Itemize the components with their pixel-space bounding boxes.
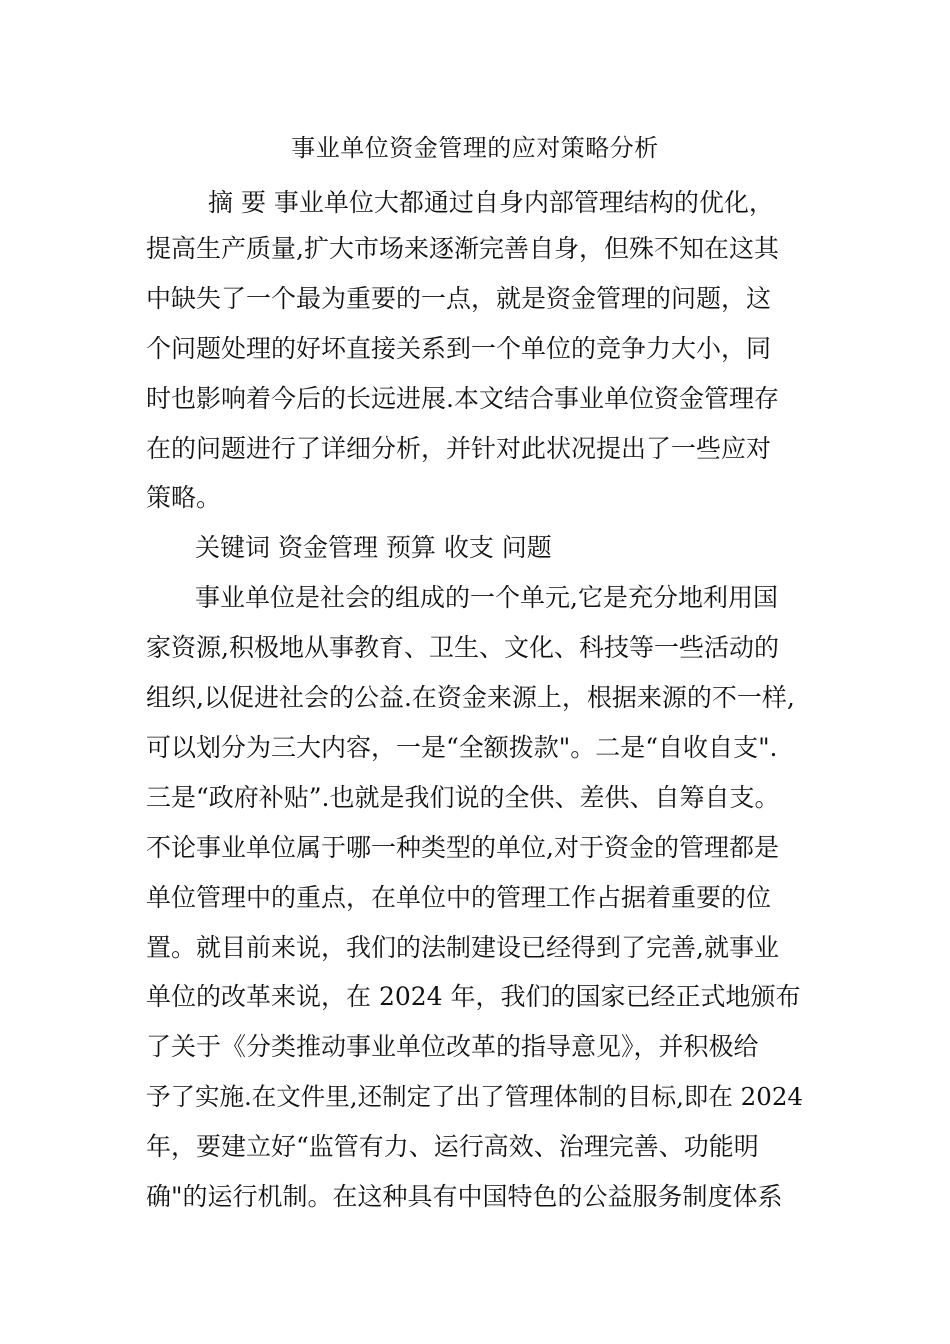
body-line: 置。就目前来说，我们的法制建设已经得到了完善,就事业 <box>146 933 779 962</box>
body-line: 单位管理中的重点，在单位中的管理工作占据着重要的位 <box>146 883 772 912</box>
body-line: 三是“政府补贴”.也就是我们说的全供、差供、自筹自支。 <box>146 783 780 812</box>
abstract-line: 策略。 <box>146 483 222 512</box>
abstract-line: 个问题处理的好坏直接关系到一个单位的竞争力大小，同 <box>146 334 772 363</box>
body-line: 不论事业单位属于哪一种类型的单位,对于资金的管理都是 <box>146 833 779 862</box>
body-line: 家资源,积极地从事教育、卫生、文化、科技等一些活动的 <box>146 633 779 662</box>
body-line: 予了实施.在文件里,还制定了出了管理体制的目标,即在 2024 <box>146 1082 803 1111</box>
body-line: 了关于《分类推动事业单位改革的指导意见》，并积极给 <box>146 1032 759 1061</box>
abstract-line: 提高生产质量,扩大市场来逐渐完善自身，但殊不知在这其 <box>146 234 779 263</box>
body-line: 事业单位是社会的组成的一个单元,它是充分地利用国 <box>195 583 778 612</box>
document-title: 事业单位资金管理的应对策略分析 <box>291 134 659 162</box>
abstract-line: 摘 要 事业单位大都通过自身内部管理结构的优化， <box>208 188 774 217</box>
body-line: 确"的运行机制。在这种具有中国特色的公益服务制度体系 <box>146 1182 783 1211</box>
abstract-line: 在的问题进行了详细分析，并针对此状况提出了一些应对 <box>146 434 772 463</box>
body-line: 单位的改革来说，在 2024 年，我们的国家已经正式地颁布 <box>146 982 801 1011</box>
body-line: 年，要建立好“监管有力、运行高效、治理完善、功能明 <box>146 1132 759 1161</box>
abstract-line: 时也影响着今后的长远进展.本文结合事业单位资金管理存 <box>146 384 779 413</box>
body-line: 可以划分为三大内容，一是“全额拨款"。二是“自收自支". <box>146 733 778 762</box>
abstract-line: 中缺失了一个最为重要的一点，就是资金管理的问题，这 <box>146 284 772 313</box>
keywords-line: 关键词 资金管理 预算 收支 问题 <box>195 533 552 562</box>
body-line: 组织,以促进社会的公益.在资金来源上，根据来源的不一样, <box>146 683 795 712</box>
